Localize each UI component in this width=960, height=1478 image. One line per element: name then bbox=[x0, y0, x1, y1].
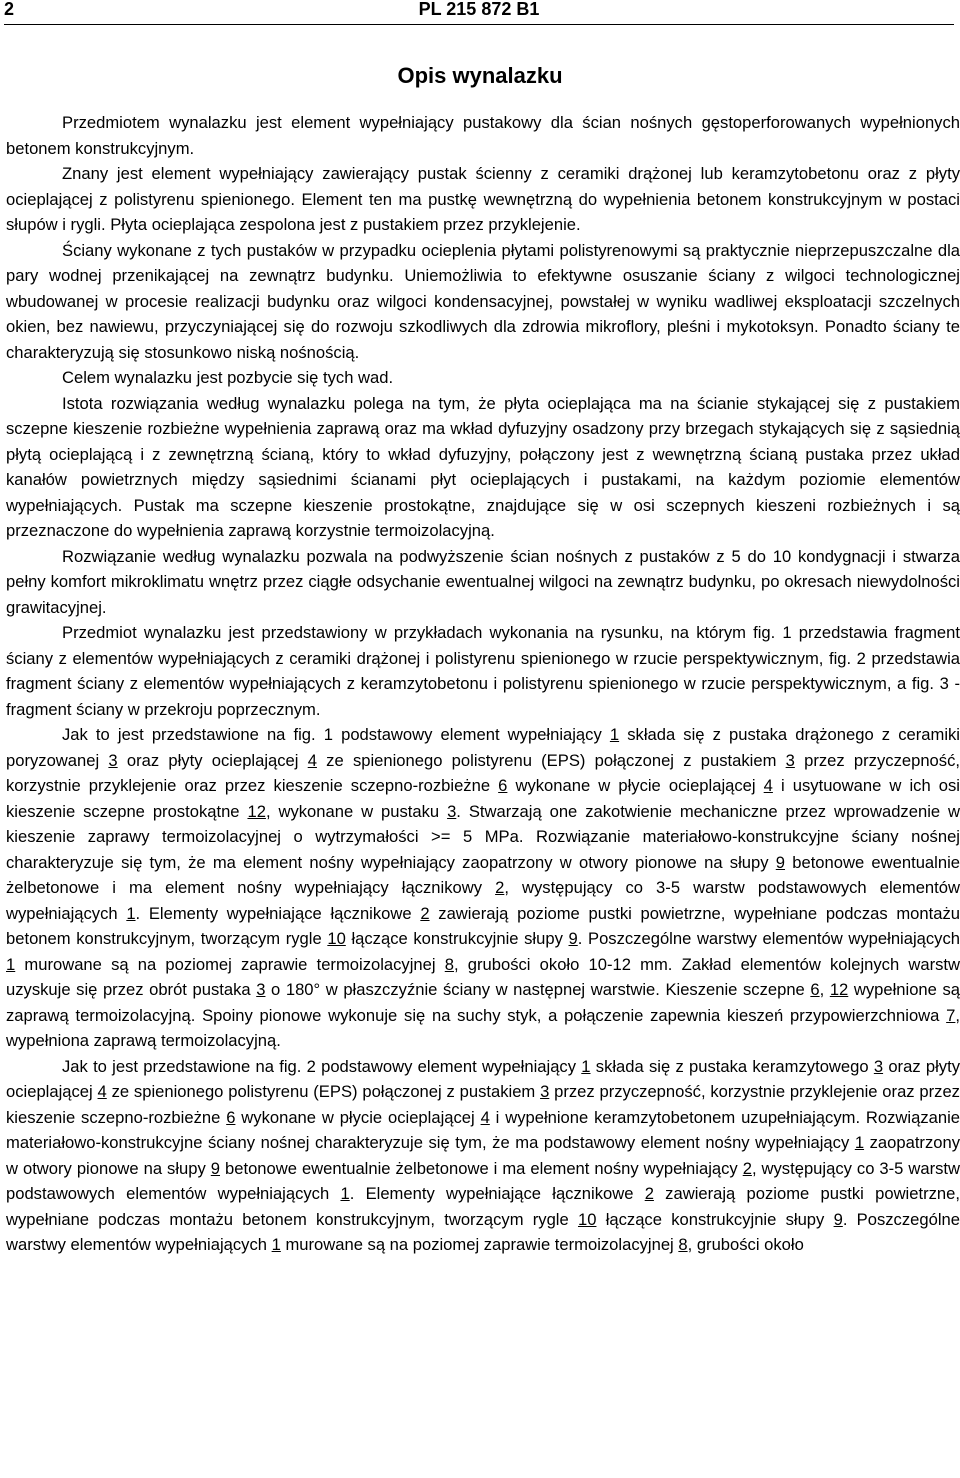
paragraph-prior-art: Znany jest element wypełniający zawierający pustak ścienny z ceramiki drążonej lub keramzytobetonu oraz z płyty ocieplającej z polistyrenu spienionego. Element ten ma pustkę wewnętrzną do wypełnienia betonem konstrukcyjnym w postaci słupów i rygli. Płyta ocieplająca zespolona jest z pustakiem przez przyklejenie. bbox=[6, 164, 960, 234]
reference-numeral: 2 bbox=[644, 1184, 654, 1203]
reference-numeral: 1 bbox=[854, 1133, 865, 1152]
reference-numeral: 3 bbox=[540, 1082, 550, 1101]
reference-numeral: 3 bbox=[447, 801, 457, 821]
page-number: 2 bbox=[4, 0, 15, 19]
reference-numeral: 6 bbox=[498, 776, 508, 795]
reference-numeral: 10 bbox=[327, 929, 346, 948]
reference-numeral: 3 bbox=[785, 750, 795, 770]
reference-numeral: 6 bbox=[810, 980, 820, 999]
reference-numeral: 1 bbox=[271, 1235, 281, 1254]
reference-numeral: 12 bbox=[247, 801, 266, 821]
reference-numeral: 12 bbox=[829, 980, 849, 999]
reference-numeral: 1 bbox=[6, 954, 16, 974]
reference-numeral: 2 bbox=[495, 878, 505, 897]
reference-numeral: 8 bbox=[444, 954, 454, 974]
reference-numeral: 9 bbox=[833, 1209, 843, 1229]
paragraph-fig2: Jak to jest przedstawione na fig. 2 podstawowy element wypełniający 1 składa się z pustaka keramzytowego 3 oraz płyty ocieplającej 4 ze spienionego polistyrenu (EPS) połączonej z pustakiem 3 przez przyczepność, korzystnie przyklejenie oraz przez kieszenie sczepno-rozbieżne 6 wykonane w płycie ocieplającej 4 i wypełnione keramzytobetonem uzupełniającym. Rozwiązanie materiałowo-konstrukcyjne ściany nośnej charakteryzuje się tym, że ma podstawowy element nośny wypełniający 1 zaopatrzony w otwory pionowe na słupy 9 betonowe ewentualnie żelbetonowe i ma element nośny wypełniający 2, występujący co 3-5 warstw podstawowych elementów wypełniających 1. Elementy wypełniające łącznikowe 2 zawierają poziome pustki powietrzne, wypełniane podczas montażu betonem konstrukcyjnym, tworzącym rygle 10 łączące konstrukcyjnie słupy 9. Poszczególne warstwy elementów wypełniających 1 murowane są na poziomej zaprawie termoizolacyjnej 8, grubości około bbox=[6, 1056, 960, 1254]
paragraph-problems: Ściany wykonane z tych pustaków w przypadku ocieplenia płytami polistyrenowymi są praktycznie nieprzepuszczalne dla pary wodnej przenikającej na zewnątrz budynku. Uniemożliwia to efektywne osuszanie ściany z wilgoci technologicznej wbudowanej w procesie realizacji budynku oraz wilgoci kondensacyjnej, powstałej w wyniku wadliwej eksploatacji szczelnych okien, bez nawiewu, przyczyniającej się do rozwoju szkodliwych dla zdrowia mikroflory, pleśni i mykotoksyn. Ponadto ściany te charakteryzują się stosunkowo niską nośnością. bbox=[6, 240, 960, 362]
reference-numeral: 10 bbox=[577, 1209, 597, 1229]
reference-numeral: 2 bbox=[742, 1158, 752, 1178]
paragraph-subject: Przedmiotem wynalazku jest element wypełniający pustakowy dla ścian nośnych gęstoperforowanych wypełnionych betonem konstrukcyjnym. bbox=[6, 113, 960, 158]
reference-numeral: 2 bbox=[420, 903, 430, 923]
reference-numeral: 3 bbox=[108, 750, 118, 770]
reference-numeral: 4 bbox=[480, 1107, 490, 1127]
reference-numeral: 4 bbox=[763, 776, 773, 795]
patent-number: PL 215 872 B1 bbox=[418, 0, 540, 19]
document-body bbox=[6, 110, 960, 1258]
reference-numeral: 1 bbox=[581, 1056, 591, 1076]
reference-numeral: 1 bbox=[126, 903, 136, 923]
paragraph-goal: Celem wynalazku jest pozbycie się tych wad. bbox=[62, 368, 394, 387]
paragraph-figures: Przedmiot wynalazku jest przedstawiony w przykładach wykonania na rysunku, na którym fig. 1 przedstawia fragment ściany z elementów wypełniających z ceramiki drążonej i polistyrenu spienionego w rzucie perspektywicznym, fig. 2 przedstawia fragment ściany z elementów wypełniających z keramzytobetonu i polistyrenu spienionego w rzucie perspektywicznym, a fig. 3 - fragment ściany w przekroju poprzecznym. bbox=[6, 623, 960, 719]
document-title: Opis wynalazku bbox=[397, 63, 563, 88]
page-header bbox=[4, 0, 954, 25]
reference-numeral: 4 bbox=[307, 750, 317, 770]
reference-numeral: 8 bbox=[678, 1235, 688, 1254]
reference-numeral: 4 bbox=[97, 1082, 107, 1101]
paragraph-fig1: Jak to jest przedstawione na fig. 1 podstawowy element wypełniający 1 składa się z pustaka drążonego z ceramiki poryzowanej 3 oraz płyty ocieplającej 4 ze spienionego polistyrenu (EPS) połączonej z pustakiem 3 przez przyczepność, korzystnie przyklejenie oraz przez kieszenie sczepno-rozbieżne 6 wykonane w płycie ocieplającej 4 i usytuowane w ich osi kieszenie sczepne prostokątne 12, wykonane w pustaku 3. Stwarzają one zakotwienie mechaniczne przez wprowadzenie w kieszenie zaprawy termoizolacyjnej o wytrzymałości >= 5 MPa. Rozwiązanie materiałowo-konstrukcyjne ściany nośnej charakteryzuje się tym, że ma element nośny wypełniający zaopatrzony w otwory pionowe na słupy 9 betonowe ewentualnie żelbetonowe i ma element nośny wypełniający łącznikowy 2, występujący co 3-5 warstw podstawowych elementów wypełniających 1. Elementy wypełniające łącznikowe 2 zawierają poziome pustki powietrzne, wypełniane podczas montażu betonem konstrukcyjnym, tworzącym rygle 10 łączące konstrukcyjnie słupy 9. Poszczególne warstwy elementów wypełniających 1 murowane są na poziomej zaprawie termoizolacyjnej 8, grubości około 10-12 mm. Zakład elementów kolejnych warstw uzyskuje się przez obrót pustaka 3 o 180° w płaszczyźnie ściany w następnej warstwie. Kieszenie sczepne 6, 12 wypełnione są zaprawą termoizolacyjną. Spoiny pionowe wykonuje się na suchy styk, a połączenie zapewnia kieszeń przypowierzchniowa 7, wypełniona zaprawą termoizolacyjną. bbox=[6, 725, 960, 1050]
reference-numeral: 1 bbox=[609, 725, 620, 744]
reference-numeral: 9 bbox=[210, 1158, 221, 1178]
reference-numeral: 3 bbox=[873, 1056, 884, 1076]
paragraph-advantages: Rozwiązanie według wynalazku pozwala na podwyższenie ścian nośnych z pustaków z 5 do 10 kondygnacji i stwarza pełny komfort mikroklimatu wnętrz przez ciągłe odsychanie ewentualnej wilgoci na zewnątrz budynku, po okresach niewydolności grawitacyjnej. bbox=[6, 546, 960, 617]
reference-numeral: 7 bbox=[946, 1005, 956, 1025]
reference-numeral: 9 bbox=[775, 852, 786, 872]
reference-numeral: 1 bbox=[340, 1184, 350, 1203]
paragraph-essence: Istota rozwiązania według wynalazku polega na tym, że płyta ocieplająca ma na ścianie stykającej się z pustakiem sczepne kieszenie rozbieżne wypełnienia zaprawą oraz ma wkład dyfuzyjny osadzony przy brzegach stykających się z sąsiednią płytą ocieplającą i z zewnętrzną ścianą, który to wkład dyfuzyjny, połączony jest z wewnętrzną ścianą pustaka przez układ kanałów powietrznych między sąsiednimi ścianami płyt ocieplających i pustakami, na każdym poziomie elementów wypełniających. Pustak ma sczepne kieszenie prostokątne, znajdujące się w osi sczepnych kieszeni rozbieżnych i są przeznaczone do wypełnienia zaprawą korzystnie termoizolacyjną. bbox=[6, 393, 960, 540]
reference-numeral: 3 bbox=[256, 980, 266, 999]
reference-numeral: 6 bbox=[226, 1107, 236, 1127]
reference-numeral: 9 bbox=[568, 929, 578, 948]
